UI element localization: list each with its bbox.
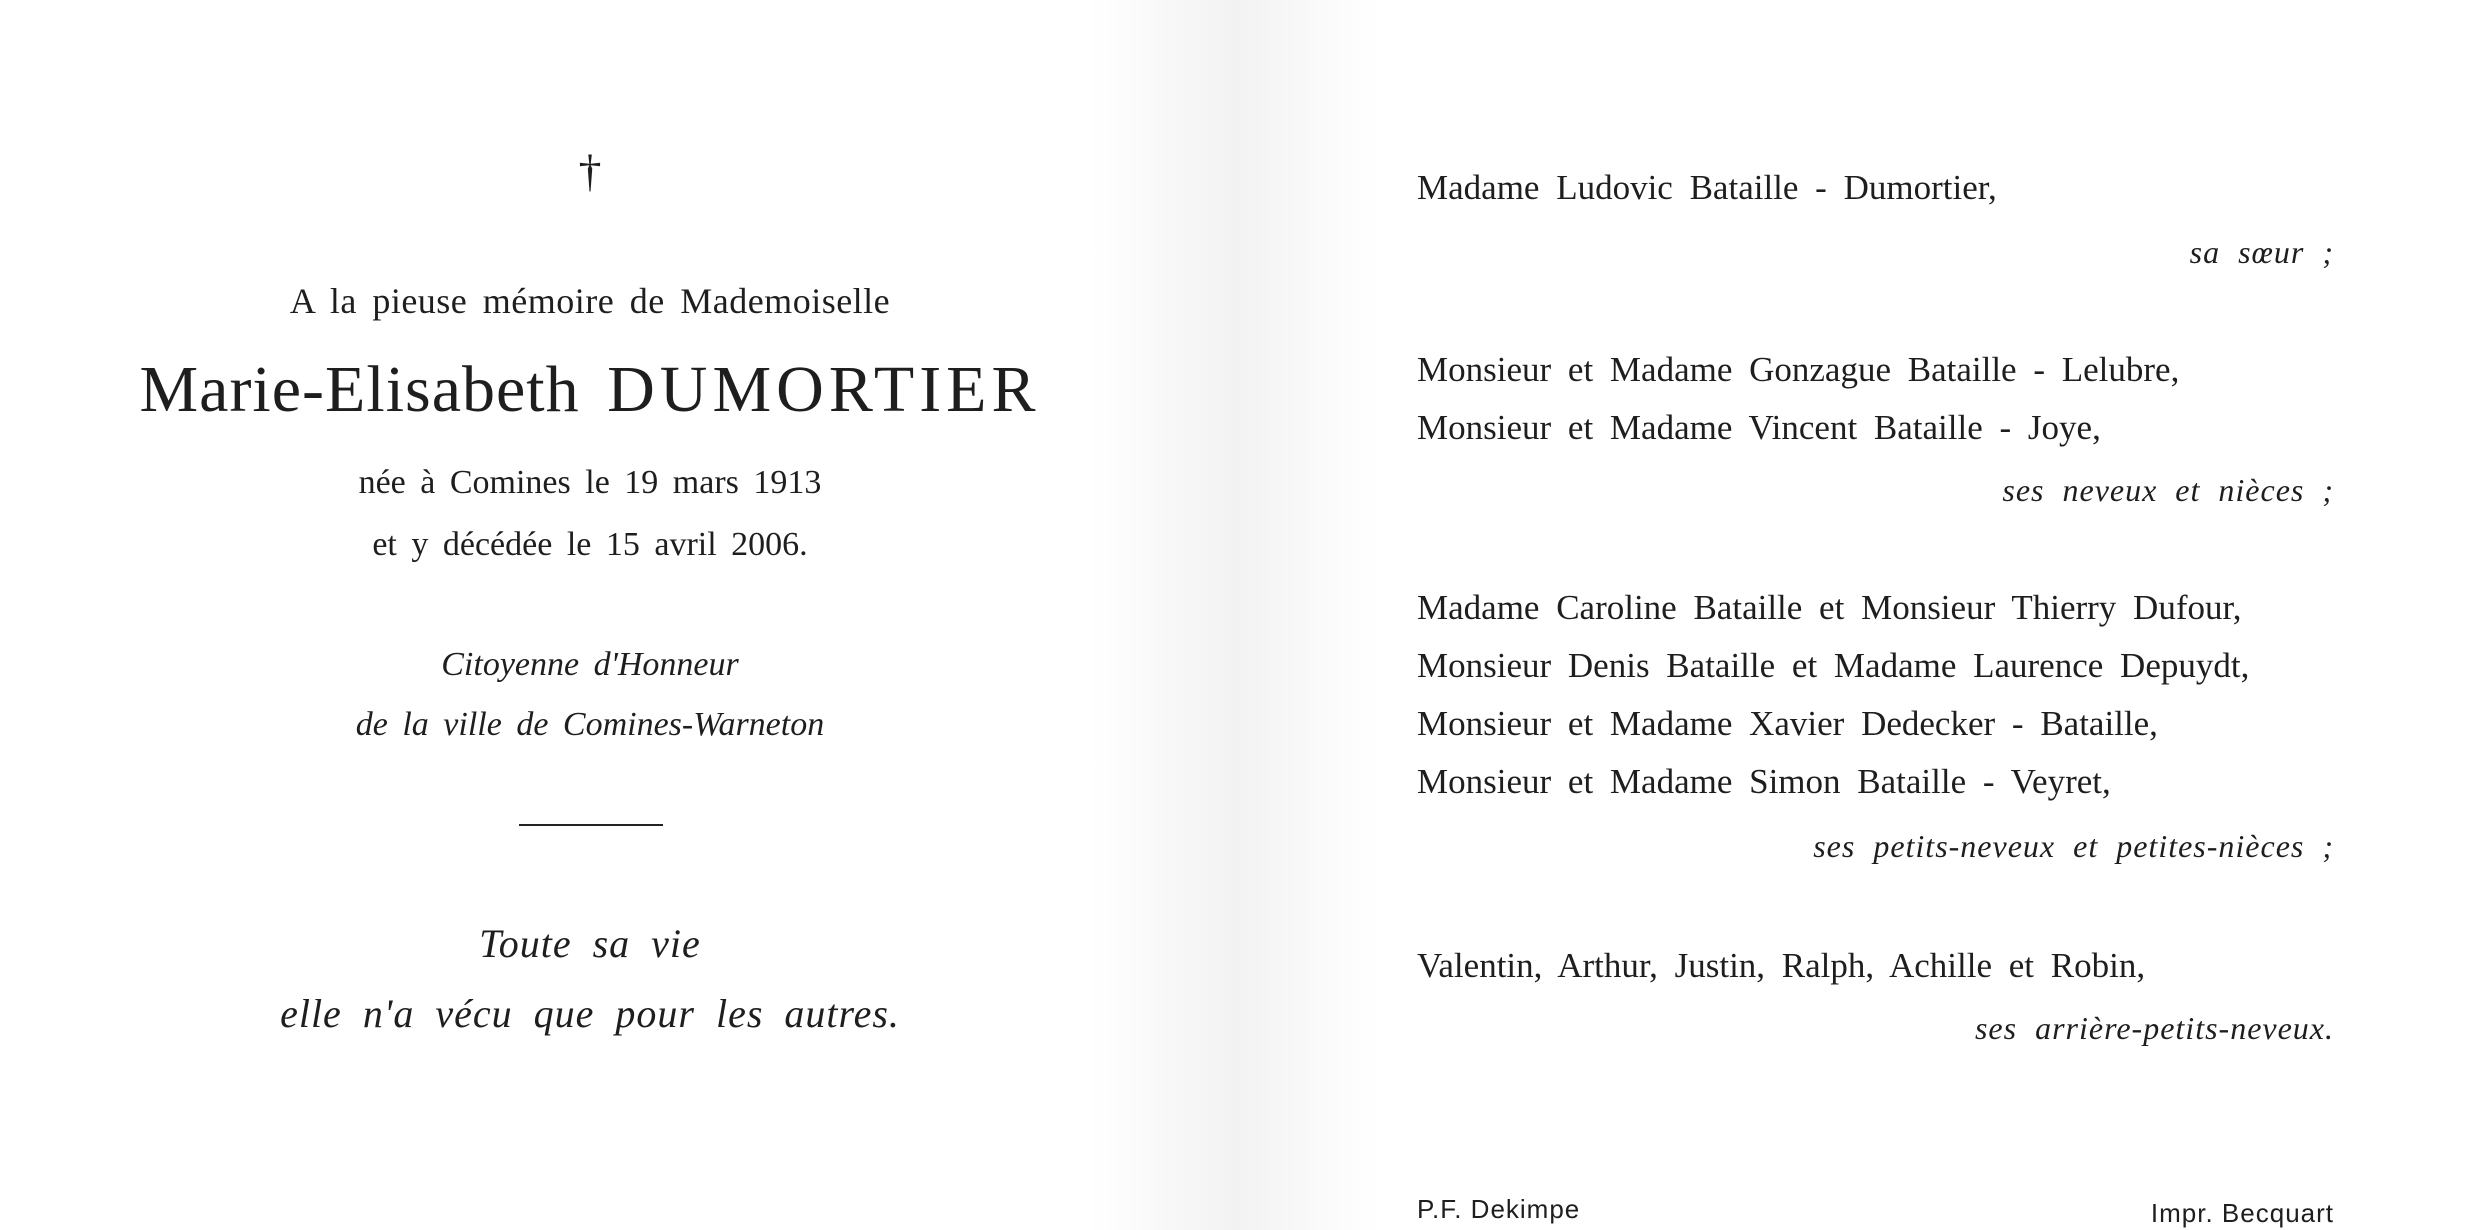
family-line: Monsieur et Madame Gonzague Bataille - Lelubre, [1417, 350, 2180, 389]
honor-line-2: de la ville de Comines-Warneton [355, 706, 825, 743]
family-line: Madame Ludovic Bataille - Dumortier, [1417, 168, 1997, 207]
birth-line: née à Comines le 19 mars 1913 [358, 464, 822, 501]
death-line: et y décédée le 15 avril 2006. [372, 526, 808, 563]
family-line: Valentin, Arthur, Justin, Ralph, Achille et Robin, [1417, 946, 2146, 985]
funeral-director: P.F. Dekimpe [1417, 1194, 1581, 1224]
family-line: Monsieur et Madame Xavier Dedecker - Bataille, [1417, 704, 2158, 743]
relation-label: ses petits-neveux et petites-nièces ; [1813, 828, 2334, 864]
relation-label: ses arrière-petits-neveux. [1974, 1010, 2334, 1046]
cross-symbol: † [578, 145, 602, 196]
left-panel [90, 0, 1090, 1230]
family-line: Monsieur Denis Bataille et Madame Laurence Depuydt, [1417, 646, 2250, 685]
honor-line-1: Citoyenne d'Honneur [441, 646, 739, 683]
card-fold-shadow [1090, 0, 1380, 1230]
printer-credit: Impr. Becquart [2150, 1198, 2334, 1228]
quote-line-2: elle n'a vécu que pour les autres. [280, 991, 900, 1036]
deceased-name [90, 352, 1090, 428]
right-panel [1417, 0, 2472, 1230]
family-line: Monsieur et Madame Vincent Bataille - Joye, [1417, 408, 2101, 447]
divider-rule [519, 824, 663, 826]
relation-label: sa sœur ; [2189, 234, 2334, 270]
relation-label: ses neveux et nièces ; [2002, 472, 2334, 508]
quote-line-1: Toute sa vie [479, 921, 701, 966]
memorial-intro: A la pieuse mémoire de Mademoiselle [289, 281, 891, 321]
family-line: Madame Caroline Bataille et Monsieur Thierry Dufour, [1417, 588, 2242, 627]
given-name: Marie-Elisabeth [139, 353, 580, 426]
family-line: Monsieur et Madame Simon Bataille - Veyret, [1417, 762, 2111, 801]
surname: DUMORTIER [607, 353, 1041, 426]
